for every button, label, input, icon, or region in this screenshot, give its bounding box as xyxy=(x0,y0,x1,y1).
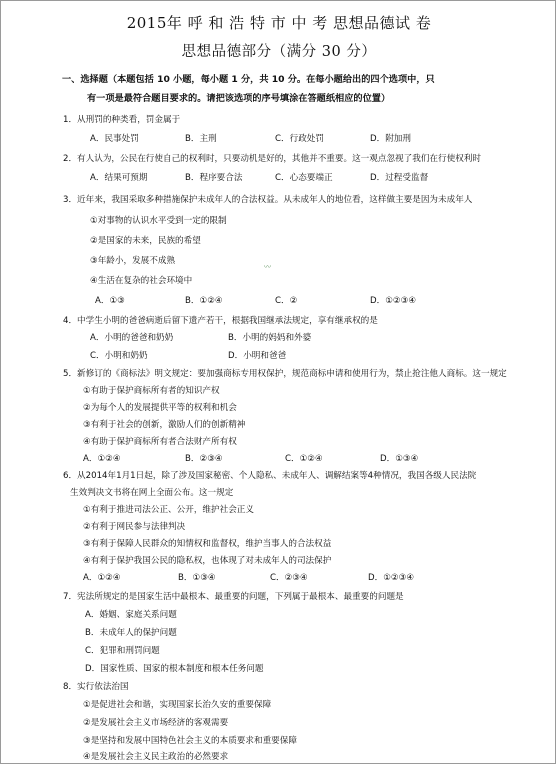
spellcheck-mark: 〰 xyxy=(264,263,271,271)
section-instruction-line1: 一、选择题（本题包括 10 小题，每小题 1 分，共 10 分。在每小题给出的四个选项中，只 xyxy=(62,74,435,85)
q4-option-d: D．小明和爸爸 xyxy=(228,351,287,361)
q3-option-b: B．①②④ xyxy=(185,296,223,306)
q3-item-1: ①对事物的认识水平受到一定的限制 xyxy=(90,216,227,226)
q1-option-b: B．主刑 xyxy=(185,134,217,144)
q5-option-c: C．①②④ xyxy=(285,454,323,464)
q8-item-4: ④是发展社会主义民主政治的必然要求 xyxy=(83,752,229,762)
q8-item-3: ③是坚持和发展中国特色社会主义的本质要求和重要保障 xyxy=(83,736,297,746)
q2-option-a: A．结果可预期 xyxy=(90,173,148,183)
q6-option-c: C．②③④ xyxy=(270,573,308,583)
q3-option-d: D．①②③④ xyxy=(370,296,417,306)
q1-option-a: A．民事处罚 xyxy=(90,134,139,144)
q1-stem: 1．从刑罚的种类看，罚金属于 xyxy=(63,115,181,125)
q5-stem: 5．新修订的《商标法》明文规定：要加强商标专用权保护，规范商标申请和使用行为，禁止抢注他人商标。这一规定 xyxy=(63,369,507,379)
q4-option-c: C．小明和奶奶 xyxy=(90,351,148,361)
q5-item-4: ④有助于保护商标所有者合法财产所有权 xyxy=(83,437,237,447)
exam-subtitle: 思想品德部分（满分 30 分） xyxy=(181,44,377,60)
q5-item-3: ③有利于社会的创新，激励人们的创新精神 xyxy=(83,420,246,430)
q2-option-d: D．过程受监督 xyxy=(370,173,429,183)
q7-option-c: C．犯罪和刑罚问题 xyxy=(85,646,160,656)
q2-stem: 2．有人认为，公民在行使自己的权利时，只要动机是好的，其他并不重要。这一观点忽视了我们在行使权利时 xyxy=(63,154,481,164)
q6-stem-line1: 6．从2014年1月1日起，除了涉及国家秘密、个人隐私、未成年人、调解结案等4种情况，我国各级人民法院 xyxy=(63,471,477,481)
q1-option-c: C．行政处罚 xyxy=(275,134,324,144)
q6-option-b: B．①③④ xyxy=(178,573,216,583)
q4-option-a: A．小明的爸爸和奶奶 xyxy=(90,333,174,343)
q7-option-d: D．国家性质、国家的根本制度和根本任务问题 xyxy=(85,664,264,674)
q6-item-3: ③有利于保障人民群众的知情权和监督权，维护当事人的合法权益 xyxy=(83,539,332,549)
q6-stem-line2: 生效判决文书将在网上全面公布。这一规定 xyxy=(70,488,234,498)
q2-option-b: B．程序要合法 xyxy=(185,173,243,183)
q8-item-2: ②是发展社会主义市场经济的客观需要 xyxy=(83,718,229,728)
q1-option-d: D．附加刑 xyxy=(370,134,411,144)
q3-option-c: C．② xyxy=(275,296,298,306)
q3-item-2: ②是国家的未来，民族的希望 xyxy=(90,236,201,246)
q2-option-c: C．心态要端正 xyxy=(275,173,333,183)
q3-option-a: A．①③ xyxy=(95,296,125,306)
q7-option-a: A．婚姻、家庭关系问题 xyxy=(85,610,177,620)
q4-stem: 4．中学生小明的爸爸病逝后留下遗产若干，根据我国继承法规定，享有继承权的是 xyxy=(63,316,378,326)
q5-option-a: A．①②④ xyxy=(83,454,121,464)
q8-item-1: ①是促进社会和谐，实现国家长治久安的重要保障 xyxy=(83,700,272,710)
q6-item-1: ①有利于推进司法公正、公开，维护社会正义 xyxy=(83,505,254,515)
q5-option-d: D．①③④ xyxy=(380,454,419,464)
q6-item-4: ④有利于保护我国公民的隐私权，也体现了对未成年人的司法保护 xyxy=(83,556,332,566)
q6-option-d: D．①②③④ xyxy=(368,573,415,583)
q3-item-3: ③年龄小，发展不成熟 xyxy=(90,256,176,266)
q5-item-2: ②为每个人的发展提供平等的权利和机会 xyxy=(83,403,237,413)
q4-option-b: B．小明的妈妈和外婆 xyxy=(228,333,312,343)
q7-stem: 7．宪法所规定的是国家生活中最根本、最重要的问题，下列属于最根本、最重要的问题是 xyxy=(63,592,404,602)
q3-item-4: ④生活在复杂的社会环境中 xyxy=(90,276,193,286)
q3-stem: 3．近年来，我国采取多种措施保护未成年人的合法权益。从未成年人的地位看，这样做主要是因为未成年人 xyxy=(63,195,473,205)
section-instruction-line2: 有一项是最符合题目要求的。请把该选项的序号填涂在答题纸相应的位置） xyxy=(87,93,391,104)
q6-item-2: ②有利于网民参与法律判决 xyxy=(83,522,186,532)
q6-option-a: A．①②④ xyxy=(83,573,121,583)
q8-stem: 8．实行依法治国 xyxy=(63,682,129,692)
q7-option-b: B．未成年人的保护问题 xyxy=(85,628,177,638)
q5-item-1: ①有助于保护商标所有者的知识产权 xyxy=(83,386,220,396)
exam-title: 2015年 呼 和 浩 特 市 中 考 思想品德试 卷 xyxy=(126,14,432,32)
q5-option-b: B．②③④ xyxy=(185,454,223,464)
